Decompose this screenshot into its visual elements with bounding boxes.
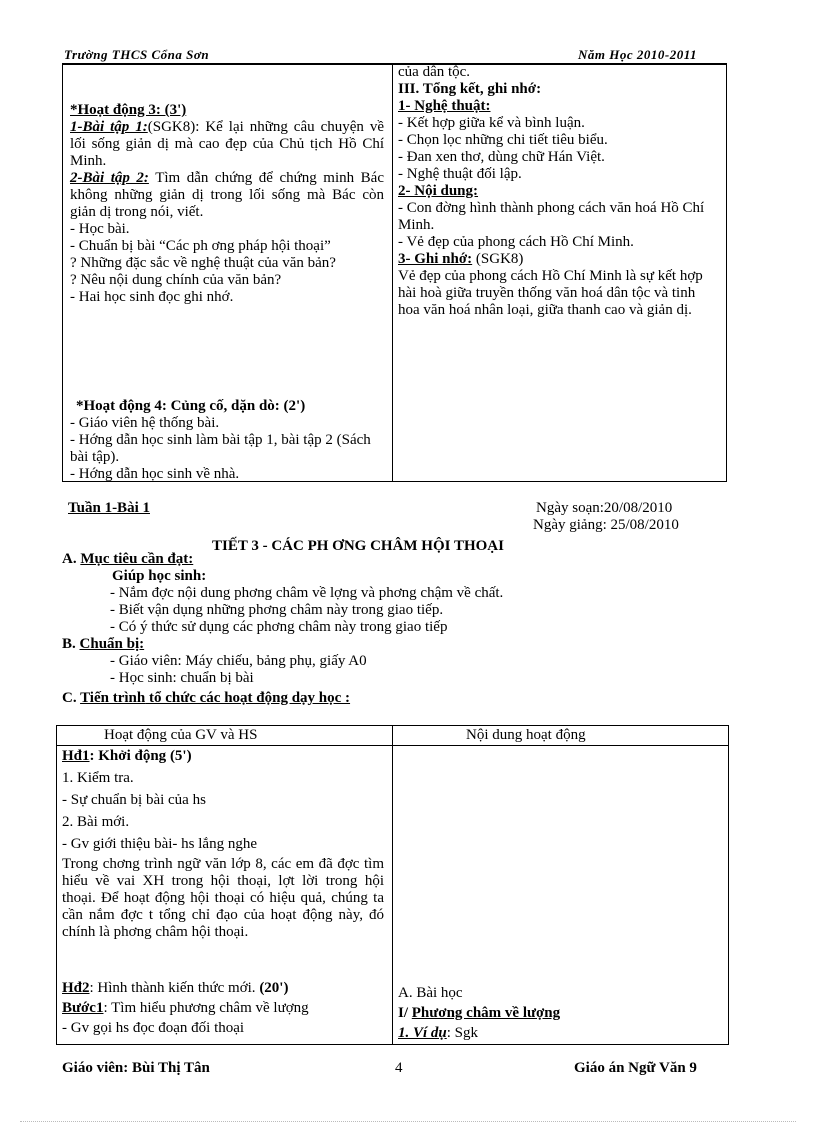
hd4-line: - Giáo viên hệ thống bài. — [70, 415, 220, 431]
ghi-nho-text: Vẻ đẹp của phong cách Hồ Chí Minh là sự kết hợp hài hoà giữa truyền thống văn hoá dân tộc và tinh hoa văn hoá nhân loại, giữa thanh cao và giản dị. — [398, 268, 703, 318]
hd2-block — [62, 980, 384, 1037]
row-text: - Sự chuẩn bị bài của hs — [62, 792, 206, 808]
ngay-soan: Ngày soạn:20/08/2010 — [536, 500, 673, 516]
bt1: 1-Bài tập 1:(SGK8): Kể lại những câu chuyện về lối sống giản dị mà cao đẹp của Chủ tịch Hồ Chí Minh. — [70, 119, 384, 169]
bt2: 2-Bài tập 2: Tìm dẫn chứng để chứng minh Bác không những giản dị trong lối sống mà Bác còn giản dị trong nói, viết. — [70, 170, 384, 220]
objective-item: - Biết vận dụng những phơng châm này trong giao tiếp. — [110, 602, 444, 618]
page-edge — [20, 1121, 796, 1122]
school-name: Trường THCS Cổna Sơn — [64, 47, 210, 62]
nghe-thuat-title: 1- Nghệ thuật: — [398, 98, 491, 114]
left-line: ? Những đặc sắc về nghệ thuật của văn bản? — [70, 255, 336, 271]
objective-item: - Nắm đợc nội dung phơng châm về lợng và phơng chậm về chất. — [110, 585, 504, 601]
nt-line: - Chọn lọc những chi tiết tiêu biểu. — [398, 132, 608, 148]
nt-line: - Nghệ thuật đối lập. — [398, 166, 522, 182]
section-c: C. Tiến trình tổ chức các hoạt động dạy học : — [62, 690, 351, 706]
nd-line: - Con đờng hình thành phong cách văn hoá Hồ Chí Minh. — [398, 200, 705, 233]
nd-line: - Vẻ đẹp của phong cách Hồ Chí Minh. — [398, 234, 634, 250]
hd4-line: - Hớng dẫn học sinh về nhà. — [70, 466, 240, 482]
hd4-line: - Hớng dẫn học sinh làm bài tập 1, bài tập 2 (Sách bài tập). — [70, 432, 371, 465]
buoc1: Bước1: Tìm hiểu phương châm về lượng — [62, 1000, 309, 1016]
noi-dung-title: 2- Nội dung: — [398, 183, 479, 199]
nt-line: - Kết hợp giữa kể và bình luận. — [398, 115, 585, 131]
footer-teacher: Giáo viên: Bùi Thị Tân — [62, 1060, 210, 1076]
objectives — [110, 585, 503, 636]
left-line: ? Nêu nội dung chính của văn bản? — [70, 272, 282, 288]
hd4-title: *Hoạt động 4: Củng cố, dặn dò: (2') — [76, 398, 306, 414]
lesson-title: TIẾT 3 - CÁC PH ƠNG CHÂM HỘI THOẠI — [212, 538, 504, 554]
preparation — [110, 653, 367, 687]
nt-line: - Đan xen thơ, dùng chữ Hán Việt. — [398, 149, 605, 165]
footer-subject: Giáo án Ngữ Văn 9 — [574, 1060, 697, 1076]
vi-du: 1. Ví dụ: Sgk — [398, 1025, 479, 1041]
activity-right-cell — [398, 985, 720, 1042]
ngay-giang: Ngày giảng: 25/08/2010 — [533, 517, 679, 533]
ghi-nho: 3- Ghi nhớ: (SGK8) — [398, 251, 524, 267]
right-cont: của dân tộc. — [398, 64, 471, 80]
hd2-title: Hđ2: Hình thành kiến thức mới. (20') — [62, 980, 289, 996]
col-head-right: Nội dung hoạt động — [466, 727, 586, 743]
hd1-title: Hđ1: Khởi động (5') — [62, 748, 192, 764]
top-left-cell — [70, 102, 384, 306]
week-label: Tuần 1-Bài 1 — [68, 500, 150, 516]
section-a: A. Mục tiêu cần đạt: — [62, 551, 194, 567]
bai-hoc: A. Bài học — [398, 985, 463, 1001]
school-year: Năm Học 2010-2011 — [578, 47, 697, 62]
row-text: 2. Bài mới. — [62, 814, 130, 830]
top-table-divider — [392, 64, 393, 482]
top-right-cell — [398, 64, 720, 319]
left-line: - Chuẩn bị bài “Các ph ơng pháp hội thoại” — [70, 238, 331, 254]
activity-table-header-rule — [56, 745, 729, 746]
left-line: - Học bài. — [70, 221, 130, 237]
left-line: - Hai học sinh đọc ghi nhớ. — [70, 289, 234, 305]
hd3-title: *Hoạt động 3: (3') — [70, 102, 187, 118]
prep-item: - Học sinh: chuẩn bị bài — [110, 670, 254, 686]
page-number: 4 — [395, 1060, 403, 1076]
intro-text: Trong chơng trình ngữ văn lớp 8, các em đã đợc tìm hiểu về vai XH trong hội thoại, lợt lời trong hội thoại. Để hoạt động hội thoại có hiệu quả, chúng ta cần nắm đợc t tổng chỉ đạo của hoạt động này, đó chính là phơng châm hội thoại. — [62, 856, 384, 940]
giup-hoc-sinh: Giúp học sinh: — [112, 568, 207, 584]
phuong-cham-luong: I/ Phương châm về lượng — [398, 1005, 561, 1021]
gv-goi: - Gv gọi hs đọc đoạn đối thoại — [62, 1020, 245, 1036]
section-b: B. Chuẩn bị: — [62, 636, 145, 652]
prep-item: - Giáo viên: Máy chiếu, bảng phụ, giấy A0 — [110, 653, 367, 669]
hd4-block — [70, 398, 384, 483]
activity-table-divider — [392, 725, 393, 1045]
row-text: - Gv giới thiệu bài- hs lắng nghe — [62, 836, 257, 852]
row-text: 1. Kiểm tra. — [62, 770, 134, 786]
activity-left-cell — [62, 748, 384, 941]
col-head-left: Hoạt động của GV và HS — [104, 727, 258, 743]
section-iii: III. Tổng kết, ghi nhớ: — [398, 81, 542, 97]
objective-item: - Có ý thức sử dụng các phơng châm này trong giao tiếp — [110, 619, 448, 635]
